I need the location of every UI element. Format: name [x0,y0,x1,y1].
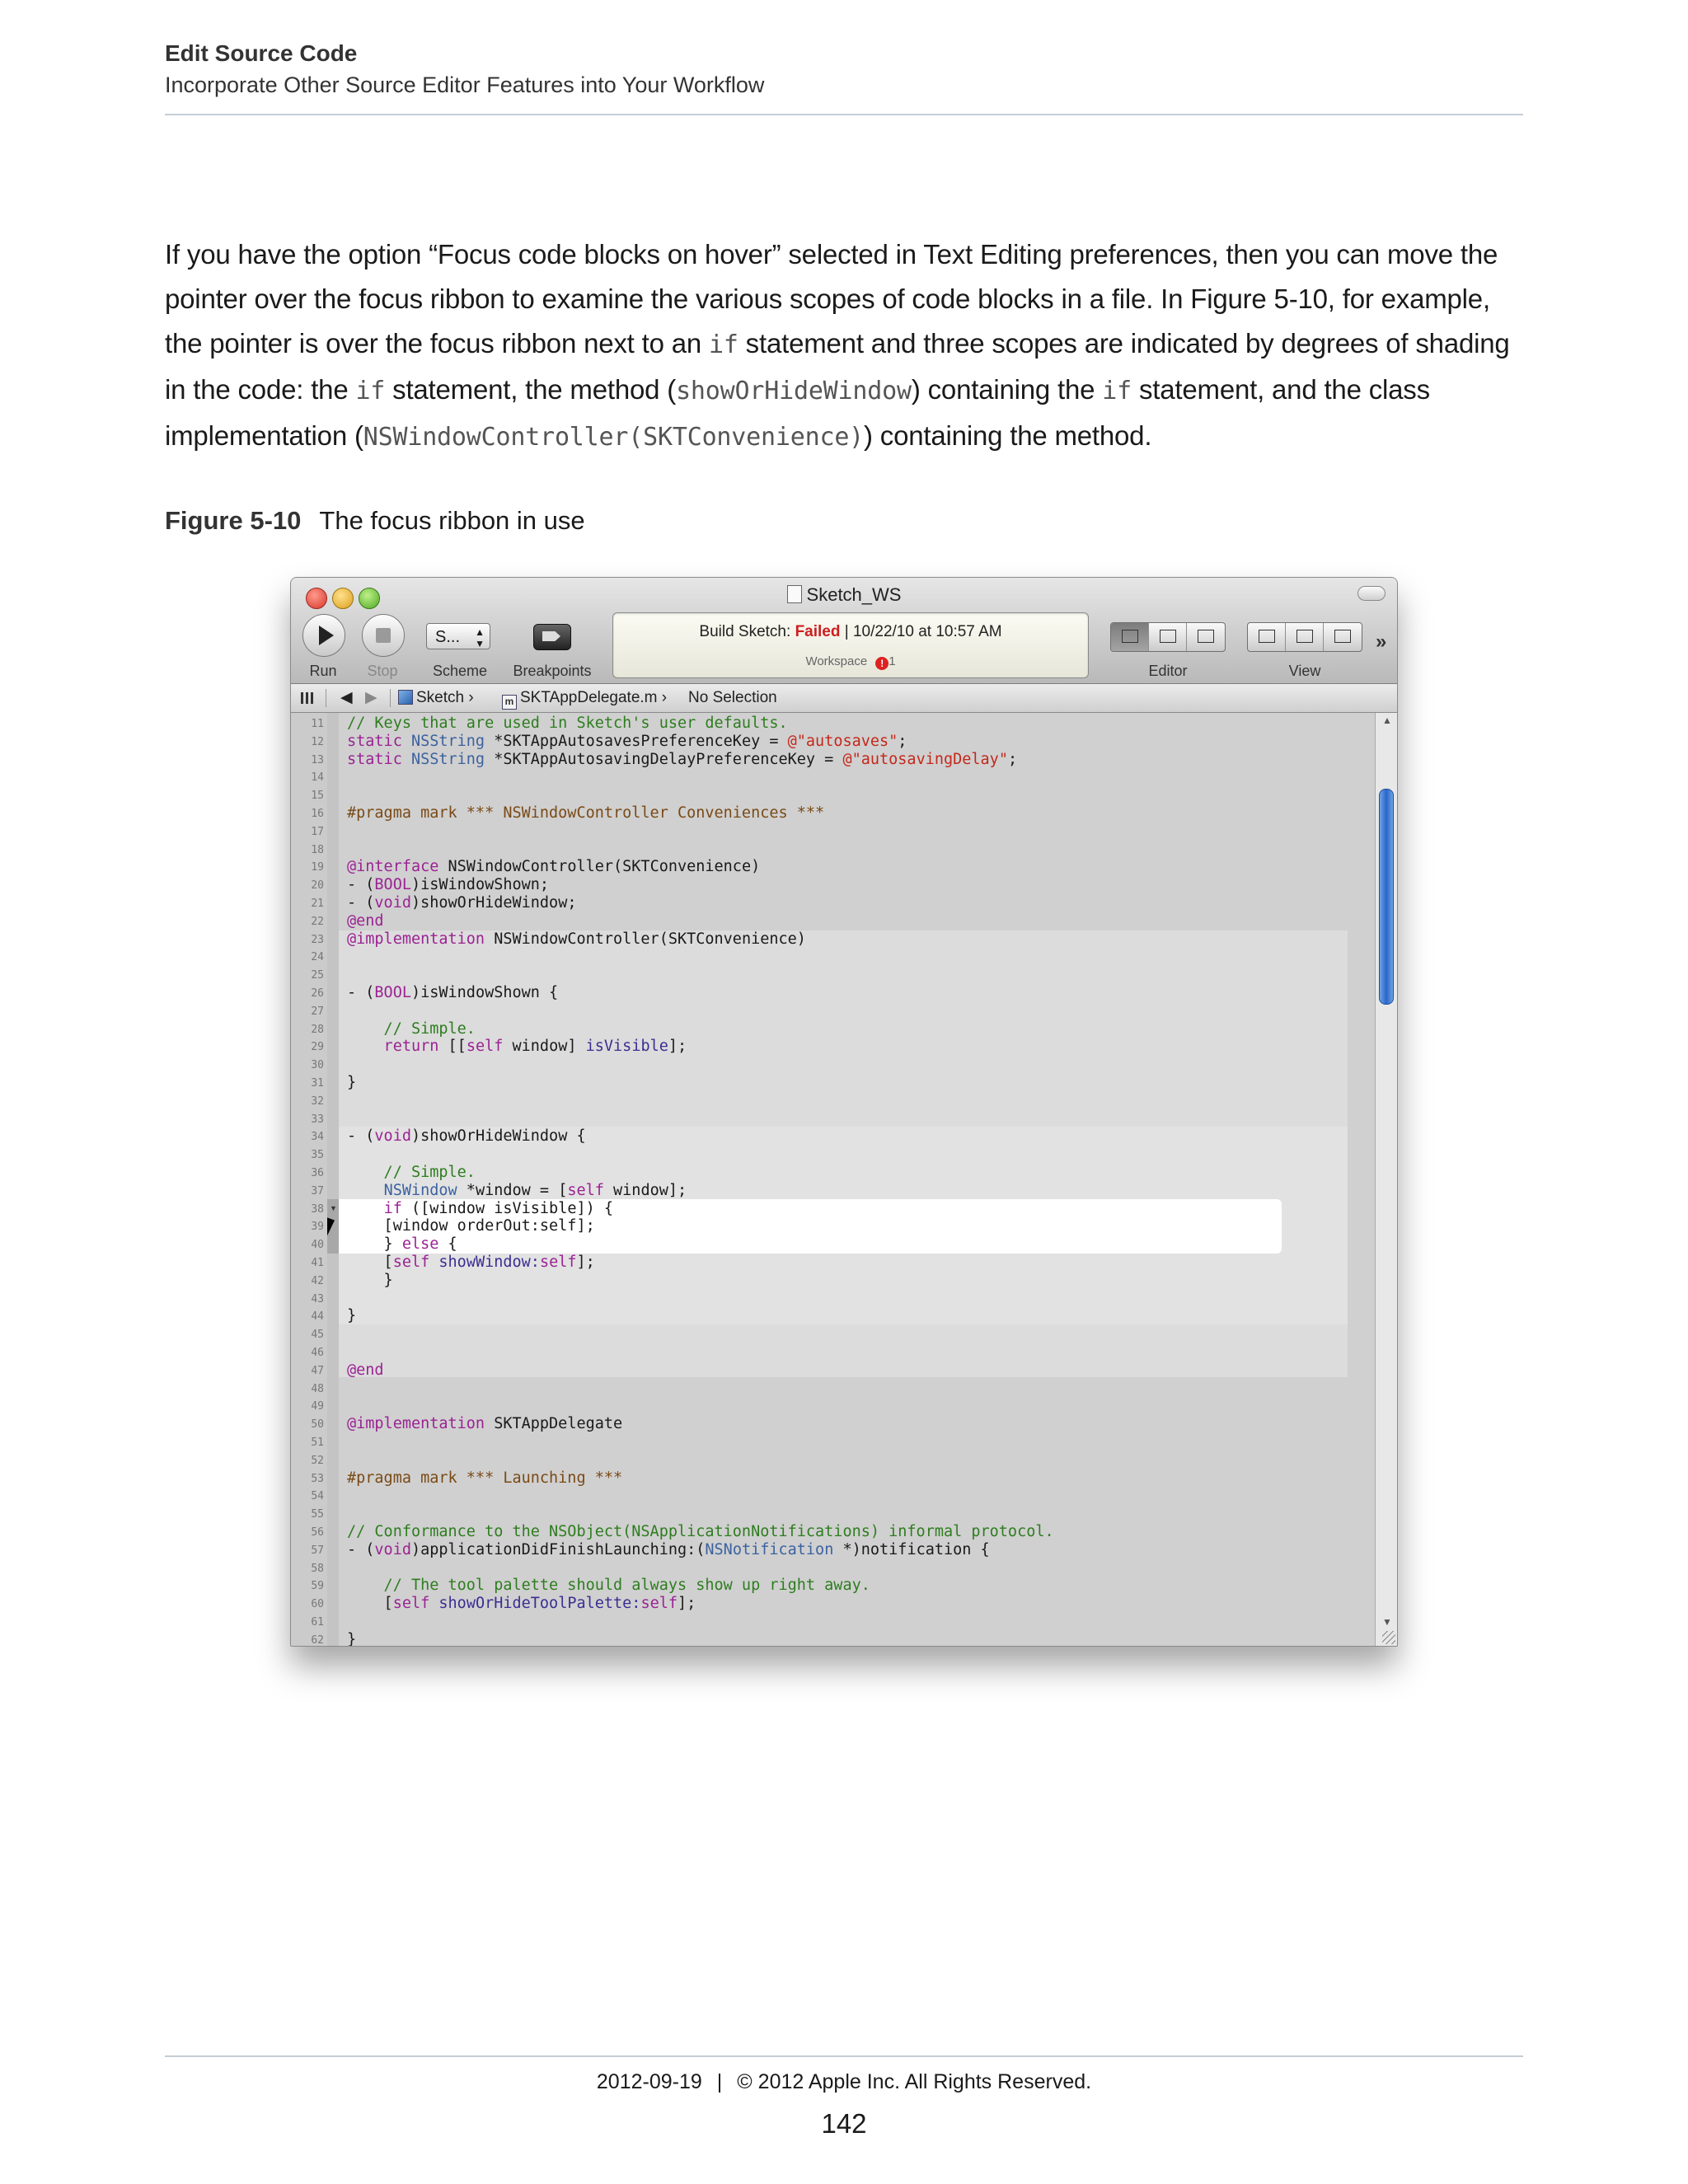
code-line-53: #pragma mark *** Launching *** [347,1469,623,1487]
inline-code: showOrHideWindow [676,377,912,405]
code-token: self [392,1595,430,1613]
jump-bar [291,684,1397,713]
code-token: void [374,894,411,912]
mouse-pointer-icon [327,1217,335,1238]
code-line-57 [347,1541,990,1558]
line-number: 60 [311,1598,324,1611]
window-title-text: Sketch_WS [806,584,902,605]
stop-label: Stop [367,663,398,679]
line-number: 61 [311,1616,324,1629]
line-number: 22 [311,915,324,928]
code-token: self [392,1254,430,1271]
popup-arrows-icon: ▲ ▼ [475,626,485,649]
line-number: 54 [311,1490,324,1503]
code-token: self [539,1254,577,1271]
line-number: 38 [311,1202,324,1216]
code-token: NSWindowController(SKTConvenience) [485,930,806,948]
line-number: 44 [311,1310,324,1324]
line-number: 15 [311,790,324,803]
code-token: - ( [347,984,375,1001]
resize-grip-icon[interactable] [1382,1631,1395,1644]
running-header [165,40,1523,102]
line-number: 50 [311,1418,324,1432]
error-count: 1 [889,654,896,668]
version-editor-button[interactable] [1187,623,1225,651]
code-line-38 [347,1200,613,1217]
footer-rule [165,2055,1523,2057]
line-number: 45 [311,1329,324,1342]
text-run: statement, and the class implementation ( [165,374,1430,451]
code-line-19 [347,858,760,875]
code-line-22: @end [347,912,384,930]
line-number: 41 [311,1257,324,1269]
line-number: 29 [311,1041,324,1054]
line-number: 33 [311,1113,324,1126]
code-token: static [347,732,411,750]
code-token [347,1182,384,1199]
text-run: ) containing the [911,374,1103,405]
code-token: ; [898,732,907,750]
stop-button[interactable] [362,614,405,657]
code-line-60 [347,1595,696,1612]
line-number: 26 [311,987,324,1000]
breadcrumb-project[interactable]: Sketch › [398,684,474,712]
line-number: 36 [311,1167,324,1179]
inline-code: if [355,377,386,405]
line-number: 23 [311,933,324,946]
line-number: 35 [311,1149,324,1162]
line-number: 39 [311,1221,324,1234]
line-number: 24 [311,951,324,964]
standard-editor-button[interactable] [1111,623,1149,651]
inline-code: if [1102,377,1132,405]
implementation-file-icon: m [502,695,517,710]
focus-ribbon[interactable] [327,713,339,1646]
code-token: SKTAppDelegate [485,1415,623,1433]
scroll-down-arrow-icon[interactable]: ▼ [1382,1616,1392,1628]
breadcrumb-selection[interactable]: No Selection [688,689,777,706]
code-line-47: @end [347,1361,384,1379]
line-number: 32 [311,1094,324,1108]
standard-editor-icon [1122,630,1138,643]
code-token: return [347,1038,439,1056]
line-number: 51 [311,1436,324,1449]
scheme-popup[interactable] [426,623,490,649]
code-token: )showOrHideWindow { [410,1127,586,1146]
code-line-59: // The tool palette should always show up right away. [347,1577,870,1595]
line-number: 13 [311,753,324,766]
workspace-issues[interactable] [613,654,1088,670]
code-token: ([window isVisible]) { [401,1199,614,1217]
line-number: 40 [311,1239,324,1252]
section-title: Edit Source Code [165,40,358,66]
forward-arrow-icon[interactable]: ▶ [365,689,377,706]
line-number: 55 [311,1508,324,1521]
code-token: - ( [347,1127,375,1146]
inline-code: NSWindowController(SKTConvenience) [363,423,865,452]
code-line-28: // Simple. [347,1019,476,1038]
code-line-11: // Keys that are used in Sketch's user defaults. [347,715,788,732]
breadcrumb-file-label: SKTAppDelegate.m [520,689,658,706]
code-token: showOrHideToolPalette: [438,1595,641,1613]
code-token: )isWindowShown; [410,876,550,894]
source-editor[interactable] [291,713,1376,1646]
code-token: - ( [347,876,375,894]
line-number: 17 [311,825,324,838]
code-token: ]; [678,1595,696,1613]
code-line-13 [347,751,1017,768]
code-token: - ( [347,1540,375,1558]
workspace-label: Workspace [805,654,868,668]
line-number: 19 [311,861,324,874]
code-token: void [374,1540,411,1558]
line-number: 47 [311,1364,324,1377]
line-number: 59 [311,1580,324,1593]
breakpoints-label: Breakpoints [513,663,592,679]
line-number: 34 [311,1131,324,1144]
figure-title: The focus ribbon in use [319,506,585,535]
subsection-title: Incorporate Other Source Editor Features into Your Workflow [165,73,765,97]
line-number: 20 [311,879,324,893]
activity-viewer [612,612,1089,678]
code-line-23 [347,930,806,948]
build-status [613,623,1088,641]
line-number: 16 [311,808,324,820]
code-token: window] [503,1038,586,1056]
line-number: 62 [311,1633,324,1646]
code-line-36: // Simple. [347,1164,476,1181]
run-label: Run [309,663,337,679]
code-line-39: [window orderOut:self]; [347,1217,595,1235]
line-number: 21 [311,898,324,910]
code-token: showWindow: [438,1254,540,1271]
code-line-34 [347,1127,586,1145]
code-token: @interface [347,858,439,876]
code-token: @"autosavingDelay" [842,750,1008,768]
navigator-panel-icon [1259,630,1275,643]
scroll-thumb[interactable] [1379,789,1394,1005]
jumpbar-divider [390,689,391,707]
code-token: @implementation [347,930,485,948]
footer-date: 2012-09-19 [596,2070,702,2093]
code-line-62: } [347,1630,357,1646]
assistant-editor-button[interactable] [1149,623,1187,651]
line-number: 27 [311,1005,324,1018]
line-number: 48 [311,1382,324,1395]
code-token: isVisible [585,1038,668,1056]
code-token: NSString [410,732,485,750]
window-title [291,584,1397,606]
header-rule [165,114,1523,115]
line-number: 18 [311,843,324,856]
footer-copyright: © 2012 Apple Inc. All Rights Reserved. [737,2070,1092,2093]
code-line-50 [347,1415,622,1432]
footer-divider: | [716,2070,723,2093]
page-number: 142 [821,2108,867,2139]
line-number: 25 [311,969,324,982]
toolbar-toggle-button[interactable] [1357,586,1386,601]
code-token: self [466,1038,504,1056]
code-token: )isWindowShown { [410,984,559,1001]
figure-number: Figure 5-10 [165,506,302,535]
scroll-up-arrow-icon[interactable]: ▲ [1382,715,1392,726]
editor-segmented-control [1110,622,1226,652]
code-token: static [347,750,411,768]
version-editor-icon [1198,630,1214,643]
line-number: 12 [311,735,324,748]
code-token: [[ [438,1038,467,1056]
line-number: 42 [311,1274,324,1287]
code-token: [ [347,1254,393,1271]
line-number: 57 [311,1544,324,1557]
line-number: 52 [311,1454,324,1467]
text-run: If you have the option “Focus code blocks on hover” selected in Text Editing preferences, then you can move the pointer over the focus ribbon to examine the various scopes of code blocks in a file. In Figure 5-10, for example, the pointer is over the focus ribbon next to an [165,239,1498,359]
code-token: *window = [ [457,1181,568,1199]
code-token: { [438,1235,457,1254]
code-token: *SKTAppAutosavingDelayPreferenceKey = [485,750,843,768]
code-line-40 [347,1235,457,1253]
inline-code: if [708,330,738,359]
xcode-window [290,577,1398,1647]
assistant-editor-icon [1160,630,1176,643]
scheme-label: Scheme [432,663,488,679]
code-token: ]; [576,1254,595,1271]
line-number: 14 [311,771,324,785]
navigator-toggle-button[interactable] [1248,623,1286,651]
line-number: 11 [311,718,324,730]
code-line-20 [347,876,549,893]
utilities-toggle-button[interactable] [1324,623,1362,651]
text-run: statement, the method ( [385,374,677,405]
code-token: BOOL [374,984,411,1001]
line-number: 30 [311,1059,324,1072]
debug-panel-icon [1296,630,1313,643]
line-number: 28 [311,1023,324,1036]
debug-area-toggle-button[interactable] [1286,623,1324,651]
code-token [429,1595,438,1612]
line-number: 31 [311,1077,324,1090]
build-status-prefix: Build Sketch: [699,623,795,640]
code-token: [ [347,1595,393,1613]
code-token: BOOL [374,876,411,894]
vertical-scrollbar[interactable] [1375,713,1397,1646]
code-token: } [347,1235,402,1254]
code-token: if [383,1199,402,1217]
breadcrumb-project-label: Sketch [416,689,465,706]
figure-caption [165,506,585,536]
utilities-panel-icon [1334,630,1351,643]
code-line-41 [347,1254,595,1271]
view-label: View [1288,663,1321,679]
fold-triangle-icon[interactable]: ▼ [330,1204,337,1212]
code-token: self [640,1595,678,1613]
build-status-failed: Failed [795,623,841,640]
code-line-31: } [347,1074,357,1091]
code-token: *)notification { [833,1540,990,1558]
code-token: NSWindow [383,1181,457,1199]
code-token: @implementation [347,1415,485,1433]
editor-label: Editor [1148,663,1188,679]
line-number: 53 [311,1472,324,1485]
workspace-document-icon [787,585,802,603]
code-line-16: #pragma mark *** NSWindowController Conveniences *** [347,804,825,822]
code-token [347,1200,384,1217]
code-token: - ( [347,894,375,912]
code-token: else [401,1235,439,1254]
line-number: 37 [311,1184,324,1197]
code-line-26 [347,984,558,1001]
scheme-value: S... [435,628,461,646]
build-status-time: | 10/22/10 at 10:57 AM [840,623,1002,640]
view-segmented-control [1247,622,1362,652]
line-number: 46 [311,1347,324,1359]
code-token: NSWindowController(SKTConvenience) [438,858,761,876]
code-token: )applicationDidFinishLaunching:( [410,1540,706,1558]
code-token: @"autosaves" [787,732,898,750]
code-token: NSString [410,750,485,768]
run-button[interactable] [302,614,345,657]
code-line-37 [347,1182,687,1199]
line-number: 49 [311,1400,324,1413]
code-line-44: } [347,1307,357,1325]
code-line-12 [347,733,907,750]
code-line-21 [347,894,576,912]
code-token: void [374,1127,411,1146]
body-paragraph [165,232,1526,460]
window-toolbar [291,578,1397,684]
text-run: ) containing the method. [864,420,1152,451]
code-token: self [567,1181,604,1199]
error-icon: ! [875,657,889,670]
code-line-56: // Conformance to the NSObject(NSApplicationNotifications) informal protocol. [347,1523,1054,1540]
code-line-42: } [347,1271,393,1289]
code-line-29 [347,1038,687,1055]
page-footer [165,2070,1523,2094]
play-icon [319,626,334,645]
back-arrow-icon[interactable]: ◀ [340,689,353,706]
code-token: ; [1007,750,1018,768]
code-token: NSNotification [705,1540,834,1558]
code-token: *SKTAppAutosavesPreferenceKey = [485,732,788,750]
code-token: ]; [668,1038,687,1056]
breakpoints-button[interactable] [533,624,571,650]
code-token [429,1254,438,1271]
code-token: )showOrHideWindow; [410,894,577,912]
line-number: 56 [311,1526,324,1539]
stop-icon [376,628,391,643]
code-token: window]; [603,1181,687,1199]
breadcrumb-file[interactable]: m SKTAppDelegate.m › [502,684,667,712]
toolbar-overflow-icon[interactable]: » [1376,630,1387,653]
project-icon [398,690,413,705]
text-run: statement and three scopes are indicated by degrees of shading in the code: the [165,328,1510,405]
line-number: 43 [311,1292,324,1305]
related-items-icon[interactable] [301,692,314,704]
line-number: 58 [311,1562,324,1575]
